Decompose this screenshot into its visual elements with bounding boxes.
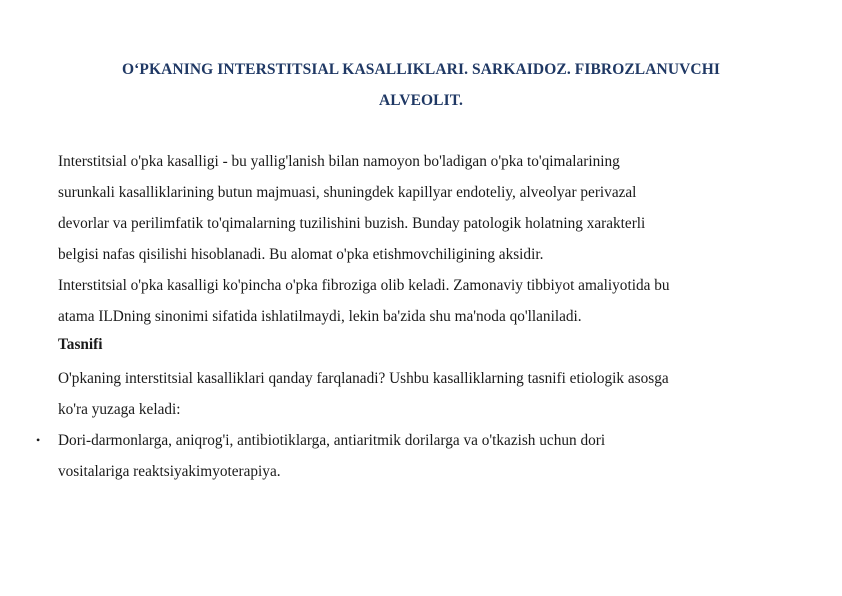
text-line: O'pkaning interstitsial kasalliklari qanday farqlanadi? Ushbu kasalliklarning tasnifi etiologik asosga <box>58 370 669 387</box>
text-line: Interstitsial o'pka kasalligi - bu yallig'lanish bilan namoyon bo'ladigan o'pka to'qimalarining <box>58 153 620 170</box>
title-line: ALVEOLIT. <box>378 92 464 109</box>
text-line: ko'ra yuzaga keladi: <box>58 401 181 418</box>
paragraph-fibrosis <box>58 270 798 332</box>
text-line: Interstitsial o'pka kasalligi ko'pincha o'pka fibroziga olib keladi. Zamonaviy tibbiyot amaliyotida bu <box>58 277 670 294</box>
paragraph-classification <box>58 363 798 425</box>
text-line: devorlar va perilimfatik to'qimalarning tuzilishini buzish. Bunday patologik holatning xarakterli <box>58 215 646 232</box>
bullet-icon: • <box>36 433 41 447</box>
text-line: belgisi nafas qisilishi hisoblanadi. Bu alomat o'pka etishmovchiligining aksidir. <box>58 246 544 263</box>
title-line: O‘PKANING INTERSTITSIAL KASALLIKLARI. SARKAIDOZ. FIBROZLANUVCHI <box>121 61 720 78</box>
list-item <box>36 425 798 487</box>
paragraph-definition <box>58 146 798 270</box>
section-heading: Tasnifi <box>58 336 103 353</box>
page-title <box>40 54 802 116</box>
text-line: atama ILDning sinonimi sifatida ishlatilmaydi, lekin ba'zida shu ma'noda qo'llaniladi. <box>58 308 582 325</box>
document-body <box>36 146 798 487</box>
text-line: Dori-darmonlarga, aniqrog'i, antibiotiklarga, antiaritmik dorilarga va o'tkazish uchun dori <box>58 432 606 449</box>
text-line: vositalariga reaktsiyakimyoterapiya. <box>58 463 281 480</box>
text-line: surunkali kasalliklarining butun majmuasi, shuningdek kapillyar endoteliy, alveolyar perivazal <box>58 184 637 201</box>
